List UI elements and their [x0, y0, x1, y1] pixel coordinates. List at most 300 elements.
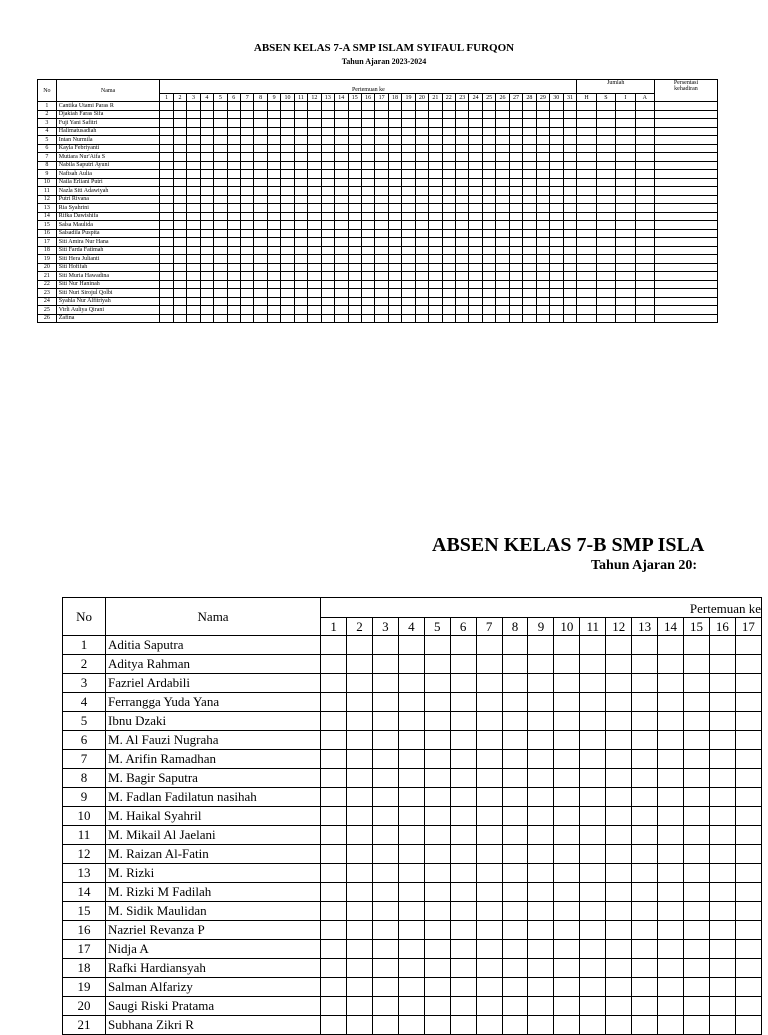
attendance-cell[interactable]: [347, 1016, 373, 1035]
attendance-cell[interactable]: [424, 655, 450, 674]
attendance-cell[interactable]: [554, 845, 580, 864]
attendance-cell[interactable]: [476, 921, 502, 940]
attendance-cell[interactable]: [502, 978, 528, 997]
attendance-cell[interactable]: [632, 902, 658, 921]
attendance-cell[interactable]: [580, 921, 606, 940]
attendance-cell[interactable]: [424, 769, 450, 788]
attendance-cell[interactable]: [347, 864, 373, 883]
attendance-cell[interactable]: [321, 921, 347, 940]
attendance-cell[interactable]: [502, 693, 528, 712]
attendance-cell[interactable]: [709, 845, 735, 864]
attendance-cell[interactable]: [709, 921, 735, 940]
attendance-cell[interactable]: [632, 921, 658, 940]
attendance-cell[interactable]: [658, 674, 684, 693]
attendance-cell[interactable]: [450, 978, 476, 997]
attendance-cell[interactable]: [554, 940, 580, 959]
attendance-cell[interactable]: [347, 693, 373, 712]
attendance-cell[interactable]: [580, 750, 606, 769]
attendance-cell[interactable]: [502, 959, 528, 978]
attendance-cell[interactable]: [606, 845, 632, 864]
attendance-cell[interactable]: [580, 978, 606, 997]
attendance-cell[interactable]: [347, 731, 373, 750]
attendance-cell[interactable]: [347, 769, 373, 788]
attendance-cell[interactable]: [528, 959, 554, 978]
attendance-cell[interactable]: [424, 940, 450, 959]
attendance-cell[interactable]: [398, 978, 424, 997]
attendance-cell[interactable]: [632, 731, 658, 750]
attendance-cell[interactable]: [476, 826, 502, 845]
attendance-cell[interactable]: [735, 712, 761, 731]
attendance-cell[interactable]: [632, 693, 658, 712]
attendance-cell[interactable]: [476, 712, 502, 731]
attendance-cell[interactable]: [502, 731, 528, 750]
attendance-cell[interactable]: [450, 940, 476, 959]
attendance-cell[interactable]: [735, 883, 761, 902]
attendance-cell[interactable]: [528, 693, 554, 712]
attendance-cell[interactable]: [709, 959, 735, 978]
attendance-cell[interactable]: [606, 655, 632, 674]
attendance-cell[interactable]: [450, 769, 476, 788]
attendance-cell[interactable]: [606, 997, 632, 1016]
attendance-cell[interactable]: [684, 826, 710, 845]
attendance-cell[interactable]: [709, 655, 735, 674]
attendance-cell[interactable]: [632, 712, 658, 731]
attendance-cell[interactable]: [632, 674, 658, 693]
attendance-cell[interactable]: [424, 750, 450, 769]
attendance-cell[interactable]: [658, 636, 684, 655]
attendance-cell[interactable]: [398, 940, 424, 959]
attendance-cell[interactable]: [450, 655, 476, 674]
attendance-cell[interactable]: [450, 731, 476, 750]
attendance-cell[interactable]: [684, 636, 710, 655]
attendance-cell[interactable]: [398, 902, 424, 921]
attendance-cell[interactable]: [554, 655, 580, 674]
attendance-cell[interactable]: [684, 940, 710, 959]
attendance-cell[interactable]: [450, 997, 476, 1016]
attendance-cell[interactable]: [372, 997, 398, 1016]
attendance-cell[interactable]: [684, 997, 710, 1016]
attendance-cell[interactable]: [528, 940, 554, 959]
attendance-cell[interactable]: [735, 788, 761, 807]
attendance-cell[interactable]: [735, 902, 761, 921]
attendance-cell[interactable]: [606, 883, 632, 902]
attendance-cell[interactable]: [528, 636, 554, 655]
attendance-cell[interactable]: [735, 997, 761, 1016]
attendance-cell[interactable]: [347, 883, 373, 902]
attendance-cell[interactable]: [528, 807, 554, 826]
attendance-cell[interactable]: [476, 864, 502, 883]
attendance-cell[interactable]: [709, 674, 735, 693]
attendance-cell[interactable]: [398, 997, 424, 1016]
attendance-cell[interactable]: [398, 712, 424, 731]
attendance-cell[interactable]: [606, 864, 632, 883]
attendance-cell[interactable]: [398, 693, 424, 712]
attendance-cell[interactable]: [606, 921, 632, 940]
attendance-cell[interactable]: [632, 959, 658, 978]
attendance-cell[interactable]: [321, 1016, 347, 1035]
attendance-cell[interactable]: [632, 940, 658, 959]
attendance-cell[interactable]: [347, 712, 373, 731]
attendance-cell[interactable]: [658, 902, 684, 921]
attendance-cell[interactable]: [632, 788, 658, 807]
attendance-cell[interactable]: [684, 1016, 710, 1035]
attendance-cell[interactable]: [684, 902, 710, 921]
attendance-cell[interactable]: [684, 845, 710, 864]
attendance-cell[interactable]: [580, 693, 606, 712]
attendance-cell[interactable]: [476, 1016, 502, 1035]
attendance-cell[interactable]: [554, 883, 580, 902]
attendance-cell[interactable]: [684, 731, 710, 750]
attendance-cell[interactable]: [606, 940, 632, 959]
attendance-cell[interactable]: [398, 921, 424, 940]
attendance-cell[interactable]: [735, 845, 761, 864]
attendance-cell[interactable]: [372, 674, 398, 693]
attendance-cell[interactable]: [554, 674, 580, 693]
attendance-cell[interactable]: [658, 921, 684, 940]
attendance-cell[interactable]: [580, 807, 606, 826]
attendance-cell[interactable]: [502, 921, 528, 940]
attendance-cell[interactable]: [321, 959, 347, 978]
attendance-cell[interactable]: [321, 712, 347, 731]
attendance-cell[interactable]: [450, 807, 476, 826]
attendance-cell[interactable]: [398, 864, 424, 883]
attendance-cell[interactable]: [606, 807, 632, 826]
attendance-cell[interactable]: [554, 750, 580, 769]
attendance-cell[interactable]: [424, 959, 450, 978]
attendance-cell[interactable]: [735, 731, 761, 750]
attendance-cell[interactable]: [372, 883, 398, 902]
attendance-cell[interactable]: [709, 750, 735, 769]
attendance-cell[interactable]: [606, 693, 632, 712]
attendance-cell[interactable]: [684, 769, 710, 788]
attendance-cell[interactable]: [398, 788, 424, 807]
attendance-cell[interactable]: [684, 864, 710, 883]
attendance-cell[interactable]: [372, 959, 398, 978]
attendance-cell[interactable]: [347, 845, 373, 864]
attendance-cell[interactable]: [684, 712, 710, 731]
attendance-cell[interactable]: [658, 788, 684, 807]
attendance-cell[interactable]: [735, 826, 761, 845]
attendance-cell[interactable]: [321, 655, 347, 674]
attendance-cell[interactable]: [321, 769, 347, 788]
attendance-cell[interactable]: [347, 921, 373, 940]
attendance-cell[interactable]: [554, 902, 580, 921]
attendance-cell[interactable]: [709, 1016, 735, 1035]
attendance-cell[interactable]: [580, 883, 606, 902]
attendance-cell[interactable]: [709, 731, 735, 750]
attendance-cell[interactable]: [502, 674, 528, 693]
attendance-cell[interactable]: [424, 636, 450, 655]
attendance-cell[interactable]: [372, 1016, 398, 1035]
attendance-cell[interactable]: [450, 750, 476, 769]
attendance-cell[interactable]: [321, 826, 347, 845]
attendance-cell[interactable]: [321, 636, 347, 655]
attendance-cell[interactable]: [476, 959, 502, 978]
attendance-cell[interactable]: [528, 902, 554, 921]
attendance-cell[interactable]: [476, 940, 502, 959]
attendance-cell[interactable]: [632, 883, 658, 902]
attendance-cell[interactable]: [554, 731, 580, 750]
attendance-cell[interactable]: [709, 883, 735, 902]
attendance-cell[interactable]: [606, 902, 632, 921]
attendance-cell[interactable]: [580, 731, 606, 750]
attendance-cell[interactable]: [372, 902, 398, 921]
attendance-cell[interactable]: [372, 769, 398, 788]
attendance-cell[interactable]: [476, 997, 502, 1016]
attendance-cell[interactable]: [735, 769, 761, 788]
attendance-cell[interactable]: [709, 636, 735, 655]
attendance-cell[interactable]: [450, 864, 476, 883]
attendance-cell[interactable]: [476, 674, 502, 693]
attendance-cell[interactable]: [321, 883, 347, 902]
attendance-cell[interactable]: [709, 769, 735, 788]
attendance-cell[interactable]: [658, 997, 684, 1016]
attendance-cell[interactable]: [372, 921, 398, 940]
attendance-cell[interactable]: [502, 902, 528, 921]
attendance-cell[interactable]: [735, 674, 761, 693]
attendance-cell[interactable]: [424, 826, 450, 845]
attendance-cell[interactable]: [554, 978, 580, 997]
attendance-cell[interactable]: [580, 845, 606, 864]
attendance-cell[interactable]: [502, 940, 528, 959]
attendance-cell[interactable]: [632, 997, 658, 1016]
attendance-cell[interactable]: [372, 940, 398, 959]
attendance-cell[interactable]: [684, 883, 710, 902]
attendance-cell[interactable]: [684, 921, 710, 940]
attendance-cell[interactable]: [632, 655, 658, 674]
attendance-cell[interactable]: [450, 826, 476, 845]
attendance-cell[interactable]: [372, 712, 398, 731]
attendance-cell[interactable]: [658, 959, 684, 978]
attendance-cell[interactable]: [606, 750, 632, 769]
attendance-cell[interactable]: [476, 636, 502, 655]
attendance-cell[interactable]: [735, 864, 761, 883]
attendance-cell[interactable]: [321, 902, 347, 921]
attendance-cell[interactable]: [684, 807, 710, 826]
attendance-cell[interactable]: [554, 921, 580, 940]
attendance-cell[interactable]: [476, 769, 502, 788]
attendance-cell[interactable]: [735, 1016, 761, 1035]
attendance-cell[interactable]: [528, 978, 554, 997]
attendance-cell[interactable]: [658, 978, 684, 997]
attendance-cell[interactable]: [735, 750, 761, 769]
attendance-cell[interactable]: [398, 883, 424, 902]
attendance-cell[interactable]: [684, 674, 710, 693]
attendance-cell[interactable]: [528, 864, 554, 883]
attendance-cell[interactable]: [554, 712, 580, 731]
attendance-cell[interactable]: [502, 750, 528, 769]
attendance-cell[interactable]: [709, 693, 735, 712]
attendance-cell[interactable]: [398, 655, 424, 674]
attendance-cell[interactable]: [476, 807, 502, 826]
attendance-cell[interactable]: [580, 940, 606, 959]
attendance-cell[interactable]: [735, 978, 761, 997]
attendance-cell[interactable]: [321, 864, 347, 883]
attendance-cell[interactable]: [658, 864, 684, 883]
attendance-cell[interactable]: [372, 978, 398, 997]
attendance-cell[interactable]: [580, 1016, 606, 1035]
attendance-cell[interactable]: [528, 845, 554, 864]
attendance-cell[interactable]: [424, 883, 450, 902]
attendance-cell[interactable]: [580, 655, 606, 674]
attendance-cell[interactable]: [735, 693, 761, 712]
attendance-cell[interactable]: [528, 921, 554, 940]
attendance-cell[interactable]: [398, 959, 424, 978]
attendance-cell[interactable]: [321, 731, 347, 750]
attendance-cell[interactable]: [554, 769, 580, 788]
attendance-cell[interactable]: [709, 864, 735, 883]
attendance-cell[interactable]: [347, 655, 373, 674]
attendance-cell[interactable]: [398, 826, 424, 845]
attendance-cell[interactable]: [606, 674, 632, 693]
attendance-cell[interactable]: [347, 997, 373, 1016]
attendance-cell[interactable]: [450, 902, 476, 921]
attendance-cell[interactable]: [658, 750, 684, 769]
attendance-cell[interactable]: [502, 655, 528, 674]
attendance-cell[interactable]: [528, 997, 554, 1016]
attendance-cell[interactable]: [554, 826, 580, 845]
attendance-cell[interactable]: [735, 807, 761, 826]
attendance-cell[interactable]: [424, 978, 450, 997]
attendance-cell[interactable]: [709, 997, 735, 1016]
attendance-cell[interactable]: [502, 807, 528, 826]
attendance-cell[interactable]: [658, 731, 684, 750]
attendance-cell[interactable]: [424, 921, 450, 940]
attendance-cell[interactable]: [554, 636, 580, 655]
attendance-cell[interactable]: [347, 807, 373, 826]
attendance-cell[interactable]: [502, 997, 528, 1016]
attendance-cell[interactable]: [554, 959, 580, 978]
attendance-cell[interactable]: [528, 883, 554, 902]
attendance-cell[interactable]: [632, 826, 658, 845]
attendance-cell[interactable]: [372, 636, 398, 655]
attendance-cell[interactable]: [606, 636, 632, 655]
attendance-cell[interactable]: [580, 674, 606, 693]
attendance-cell[interactable]: [321, 693, 347, 712]
attendance-cell[interactable]: [554, 788, 580, 807]
attendance-cell[interactable]: [528, 769, 554, 788]
attendance-cell[interactable]: [502, 1016, 528, 1035]
attendance-cell[interactable]: [528, 826, 554, 845]
attendance-cell[interactable]: [372, 864, 398, 883]
attendance-cell[interactable]: [450, 712, 476, 731]
attendance-cell[interactable]: [347, 826, 373, 845]
attendance-cell[interactable]: [347, 674, 373, 693]
attendance-cell[interactable]: [450, 883, 476, 902]
attendance-cell[interactable]: [632, 864, 658, 883]
attendance-cell[interactable]: [528, 655, 554, 674]
attendance-cell[interactable]: [450, 1016, 476, 1035]
attendance-cell[interactable]: [606, 712, 632, 731]
attendance-cell[interactable]: [528, 731, 554, 750]
attendance-cell[interactable]: [606, 978, 632, 997]
attendance-cell[interactable]: [476, 750, 502, 769]
attendance-cell[interactable]: [424, 731, 450, 750]
attendance-cell[interactable]: [632, 1016, 658, 1035]
attendance-cell[interactable]: [347, 959, 373, 978]
attendance-cell[interactable]: [502, 769, 528, 788]
attendance-cell[interactable]: [684, 750, 710, 769]
attendance-cell[interactable]: [632, 807, 658, 826]
attendance-cell[interactable]: [424, 1016, 450, 1035]
attendance-cell[interactable]: [424, 997, 450, 1016]
attendance-cell[interactable]: [476, 845, 502, 864]
attendance-cell[interactable]: [476, 883, 502, 902]
attendance-cell[interactable]: [424, 902, 450, 921]
attendance-cell[interactable]: [580, 864, 606, 883]
attendance-cell[interactable]: [321, 788, 347, 807]
attendance-cell[interactable]: [476, 978, 502, 997]
attendance-cell[interactable]: [709, 807, 735, 826]
attendance-cell[interactable]: [398, 807, 424, 826]
attendance-cell[interactable]: [398, 674, 424, 693]
attendance-cell[interactable]: [632, 750, 658, 769]
attendance-cell[interactable]: [709, 826, 735, 845]
attendance-cell[interactable]: [735, 940, 761, 959]
attendance-cell[interactable]: [528, 674, 554, 693]
attendance-cell[interactable]: [528, 712, 554, 731]
attendance-cell[interactable]: [502, 864, 528, 883]
attendance-cell[interactable]: [321, 978, 347, 997]
attendance-cell[interactable]: [684, 788, 710, 807]
attendance-cell[interactable]: [606, 959, 632, 978]
attendance-cell[interactable]: [347, 978, 373, 997]
attendance-cell[interactable]: [347, 636, 373, 655]
attendance-cell[interactable]: [424, 674, 450, 693]
attendance-cell[interactable]: [424, 693, 450, 712]
attendance-cell[interactable]: [632, 845, 658, 864]
attendance-cell[interactable]: [398, 769, 424, 788]
attendance-cell[interactable]: [398, 731, 424, 750]
attendance-cell[interactable]: [321, 997, 347, 1016]
attendance-cell[interactable]: [476, 788, 502, 807]
attendance-cell[interactable]: [476, 655, 502, 674]
attendance-cell[interactable]: [398, 1016, 424, 1035]
attendance-cell[interactable]: [632, 636, 658, 655]
attendance-cell[interactable]: [450, 674, 476, 693]
attendance-cell[interactable]: [709, 902, 735, 921]
attendance-cell[interactable]: [450, 959, 476, 978]
attendance-cell[interactable]: [347, 902, 373, 921]
attendance-cell[interactable]: [398, 845, 424, 864]
attendance-cell[interactable]: [528, 788, 554, 807]
attendance-cell[interactable]: [424, 712, 450, 731]
attendance-cell[interactable]: [580, 788, 606, 807]
attendance-cell[interactable]: [372, 826, 398, 845]
attendance-cell[interactable]: [372, 693, 398, 712]
attendance-cell[interactable]: [321, 750, 347, 769]
attendance-cell[interactable]: [502, 636, 528, 655]
attendance-cell[interactable]: [502, 845, 528, 864]
attendance-cell[interactable]: [658, 1016, 684, 1035]
attendance-cell[interactable]: [321, 845, 347, 864]
attendance-cell[interactable]: [372, 788, 398, 807]
attendance-cell[interactable]: [658, 655, 684, 674]
attendance-cell[interactable]: [658, 769, 684, 788]
attendance-cell[interactable]: [684, 693, 710, 712]
attendance-cell[interactable]: [658, 940, 684, 959]
attendance-cell[interactable]: [580, 902, 606, 921]
attendance-cell[interactable]: [658, 826, 684, 845]
attendance-cell[interactable]: [580, 997, 606, 1016]
attendance-cell[interactable]: [450, 845, 476, 864]
attendance-cell[interactable]: [398, 636, 424, 655]
attendance-cell[interactable]: [528, 1016, 554, 1035]
attendance-cell[interactable]: [476, 693, 502, 712]
attendance-cell[interactable]: [735, 921, 761, 940]
attendance-cell[interactable]: [606, 731, 632, 750]
attendance-cell[interactable]: [735, 959, 761, 978]
